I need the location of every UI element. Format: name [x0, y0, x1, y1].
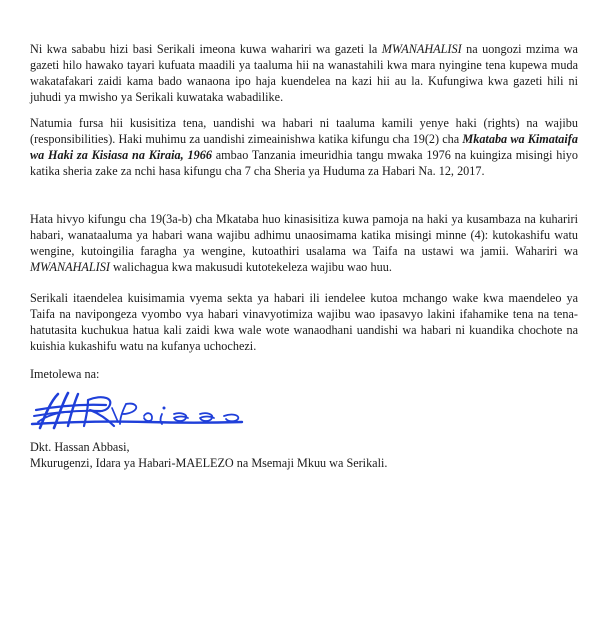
- paragraph-text: Natumia fursa hii kusisitiza tena, uandishi wa habari ni taaluma kamili yenye haki (rights) na wajibu (responsibilities). Haki muhimu za uandishi zimeainishwa katika kifungu cha 19(2) cha: [30, 116, 578, 146]
- paragraph-text: walichagua kwa makusudi kutotekeleza wajibu wao huu.: [109, 260, 392, 274]
- paragraph-newspaper-ban: [30, 41, 578, 105]
- covenant-name: Mkataba wa Kimataifa wa Haki za Kisiasa na Kiraia, 1966: [30, 132, 579, 162]
- paragraph-text: ambao Tanzania imeuridhia tangu mwaka 1976 na kuingiza misingi hiyo katika sheria zake za nchi hasa kifungu cha 7 cha Sheria ya Huduma za Habari Na. 12, 2017.: [30, 148, 578, 178]
- paragraph-text: na uongozi mzima wa gazeti hilo hawako tayari kufuata maadili ya taaluma hii na wanastahili kwa mara nyingine tena kupewa muda wakatafakari zaidi kama bado wanaona ipo haja kuendelea na kazi hii au la. Kufungiwa kwa gazeti hili ni juhudi ya mwisho ya Serikali kuwataka wabadilike.: [30, 42, 578, 104]
- newspaper-name: MWANAHALISI: [381, 42, 462, 56]
- paragraph-closing: [30, 290, 578, 354]
- handwritten-signature: [28, 388, 258, 434]
- paragraph-text: Ni kwa sababu hizi basi Serikali imeona kuwa wahariri wa gazeti la: [30, 42, 382, 56]
- paragraph-text: Serikali itaendelea kuisimamia vyema sekta ya habari ili iendelee kutoa mchango wake kwa maendeleo ya Taifa na navipongeza vyombo vya habari vinavyotimiza wajibu wao ipasavyo lakini ifahamike tena na tena-hatutasita kuchukua hatua kali zaidi kwa wale wote wanaodhani uandishi wa habari ni kuandika chochote na kuishia kukashifu watu na kufanya uchochezi.: [30, 291, 578, 353]
- paragraph-rights: [30, 115, 578, 179]
- paragraph-text: Hata hivyo kifungu cha 19(3a-b) cha Mkataba huo kinasisitiza kuwa pamoja na haki ya kusambaza na kuhariri habari, wanataaluma ya habari wana wajibu adhimu unaosimama katika misingi minne (4): kutokashifu watu wengine, kutoingilia faragha ya wengine, kutoathiri usalama wa Taifa na ustawi wa jamii. Wahariri wa: [30, 212, 578, 258]
- signatory-name: Dkt. Hassan Abbasi,: [30, 440, 130, 454]
- newspaper-name: MWANAHALISI: [30, 260, 110, 274]
- signatory-title: Mkurugenzi, Idara ya Habari-MAELEZO na Msemaji Mkuu wa Serikali.: [30, 456, 388, 470]
- paragraph-responsibilities: [30, 211, 578, 275]
- issued-by-label: Imetolewa na:: [30, 367, 100, 381]
